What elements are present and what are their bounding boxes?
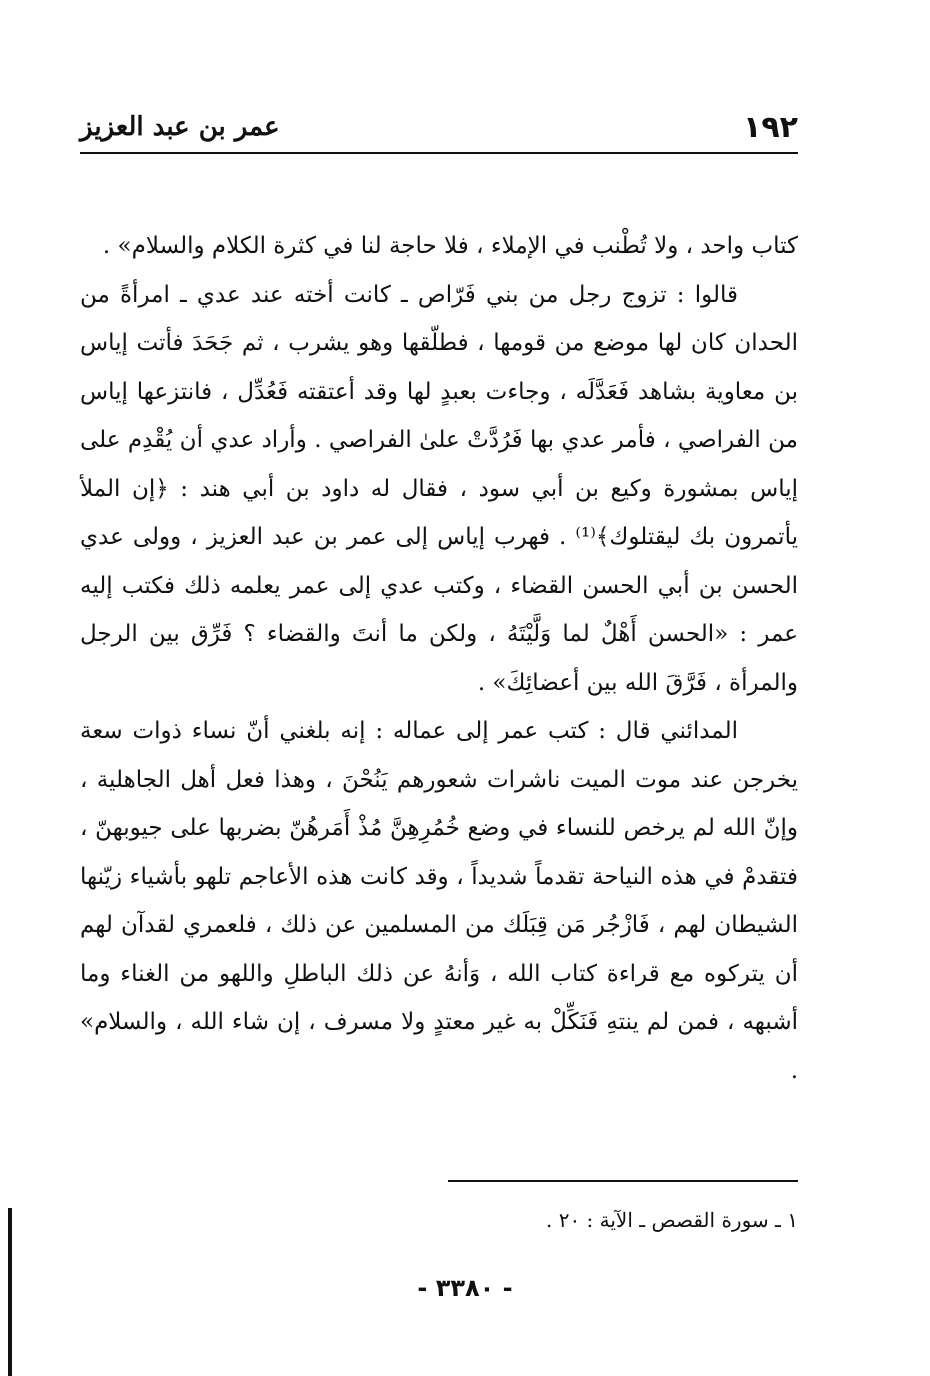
- running-header: [80, 108, 798, 152]
- scan-edge-mark: [8, 1208, 12, 1376]
- footnote-rule: [448, 1180, 798, 1182]
- body-text: [80, 222, 798, 1095]
- page-number: ١٩٢: [743, 110, 798, 145]
- header-rule: [80, 152, 798, 154]
- folio-number: - ٣٣٨٠ -: [417, 1274, 513, 1302]
- paragraph-iyas-story: قالوا : تزوج رجل من بني فَرّاص ـ كانت أخته عند عدي ـ امرأةً من الحدان كان لها موضع من قومها ، فطلّقها وهو يشرب ، ثم جَحَدَ فأتت إياس بن معاوية بشاهد فَعَدَّلَه ، وجاءت بعبدٍ لها وقد أعتقته فَعُدِّل ، فانتزعها إياس من الفراصي ، فأمر عدي بها فَرُدَّتْ علىٰ الفراصي . وأراد عدي أن يُقْدِم على إياس بمشورة وكيع بن أبي سود ، فقال له داود بن أبي هند : ﴿إن الملأ يأتمرون بك ليقتلوك﴾⁽¹⁾ . فهرب إياس إلى عمر بن عبد العزيز ، وولى عدي الحسن بن أبي الحسن القضاء ، وكتب عدي إلى عمر يعلمه ذلك فكتب إليه عمر : «الحسن أَهْلٌ لما وَلَّيْتَهُ ، ولكن ما أنتَ والقضاء ؟ فَرِّق بين الرجل والمرأة ، فَرَّقَ الله بين أعضائِكَ» .: [80, 281, 798, 696]
- running-title: عمر بن عبد العزيز: [80, 112, 280, 142]
- paragraph-madaini-letter: المدائني قال : كتب عمر إلى عماله : إنه بلغني أنّ نساء ذوات سعة يخرجن عند موت الميت ناشرات شعورهم يَنُحْنَ ، وهذا فعل أهل الجاهلية ، وإنّ الله لم يرخص للنساء في وضع خُمُرِهِنَّ مُذْ أَمَرهُنّ بضربها على جيوبهنّ ، فتقدمْ في هذه النياحة تقدماً شديداً ، وقد كانت هذه الأعاجم تلهو بأشياء زيّنها الشيطان لهم ، فَازْجُر مَن قِبَلَك من المسلمين عن ذلك ، فلعمري لقدآن لهم أن يتركوه مع قراءة كتاب الله ، وَأنهُ عن ذلك الباطلِ واللهو من الغناء وما أشبهه ، فمن لم ينتهِ فَنَكِّلْ به غير معتدٍ ولا مسرف ، إن شاء الله ، والسلام» .: [80, 718, 798, 1084]
- footnote: ١ ـ سورة القصص ـ الآية : ٢٠ .: [545, 1208, 798, 1232]
- paragraph-continuation: كتاب واحد ، ولا تُطْنب في الإملاء ، فلا حاجة لنا في كثرة الكلام والسلام» .: [102, 233, 798, 259]
